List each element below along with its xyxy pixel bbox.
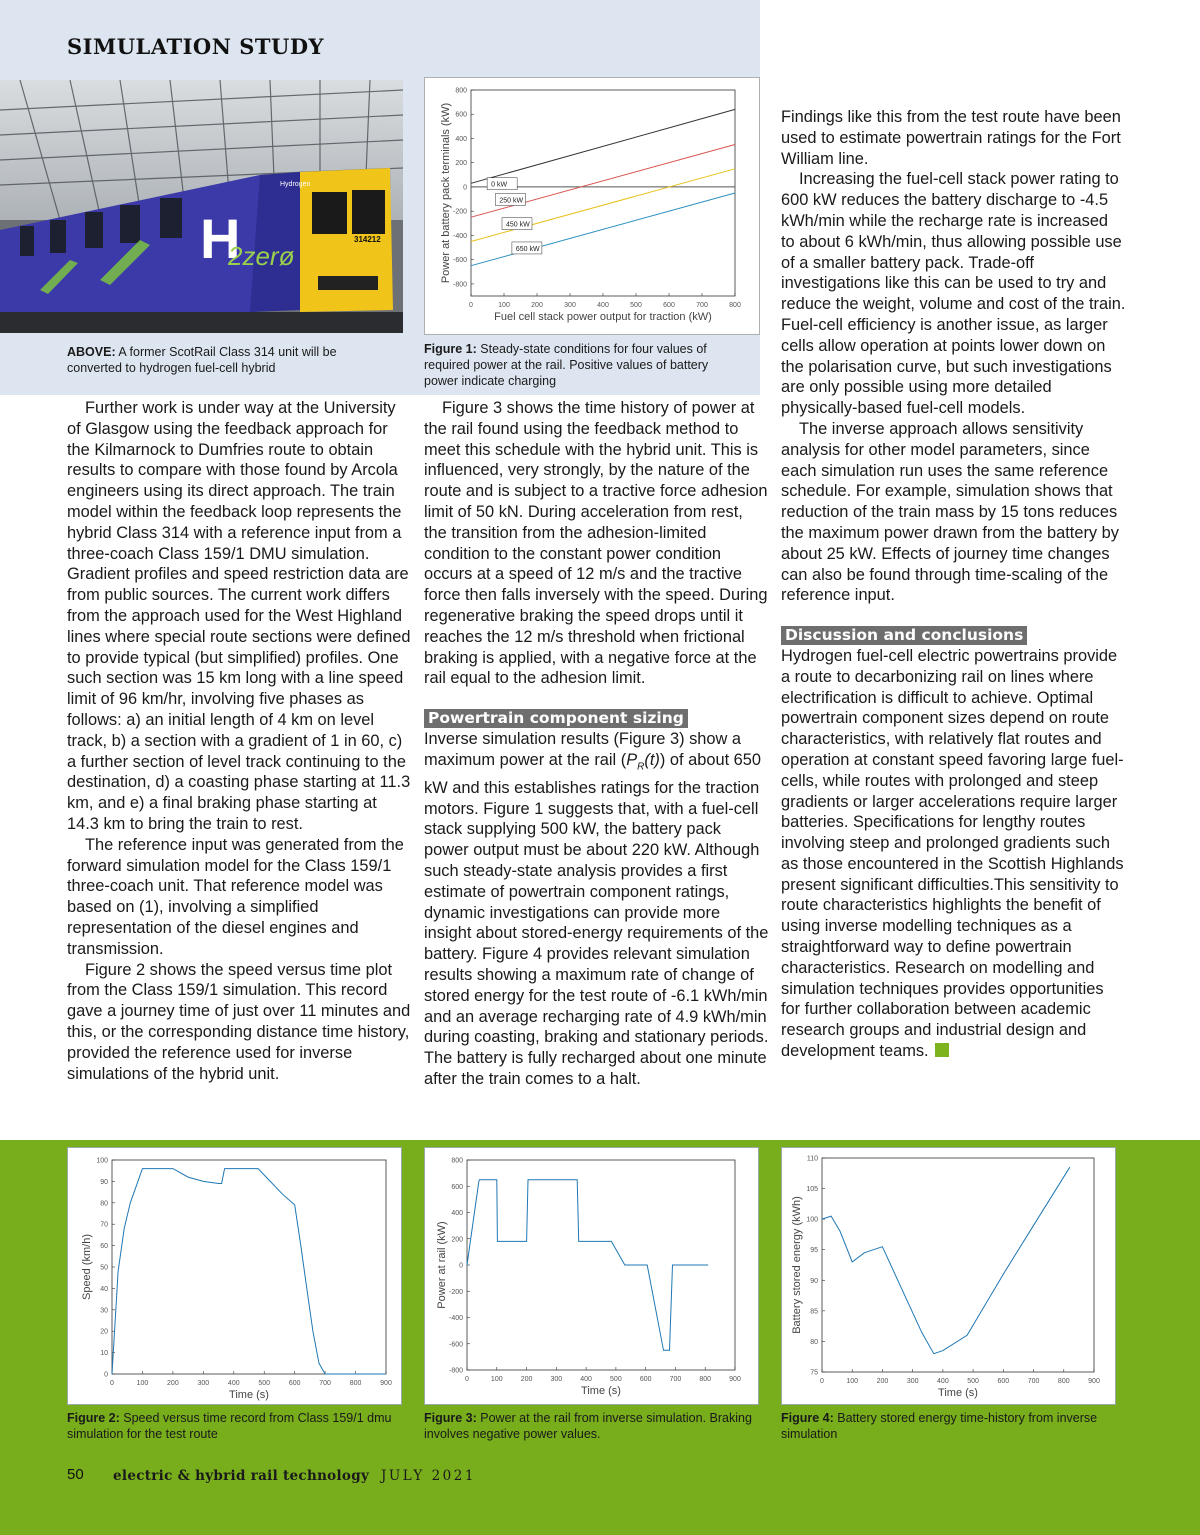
plot-frame [822, 1158, 1094, 1372]
x-tick-label: 600 [997, 1378, 1010, 1385]
y-tick-label: 105 [806, 1186, 818, 1194]
y-tick-label: 90 [100, 1178, 108, 1186]
y-tick-label: 40 [100, 1285, 108, 1293]
x-tick-label: 700 [696, 302, 708, 309]
y-tick-label: -600 [452, 257, 467, 265]
y-tick-label: 75 [810, 1369, 818, 1377]
x-tick-label: 100 [490, 1376, 503, 1383]
y-tick-label: 800 [451, 1157, 463, 1165]
y-tick-label: -600 [448, 1341, 463, 1349]
x-tick-label: 400 [937, 1378, 949, 1385]
train-photo [0, 80, 403, 333]
y-tick-label: 600 [451, 1183, 463, 1191]
figure-1-caption-label: Figure 1: [424, 342, 477, 356]
figure-2-caption [67, 1410, 397, 1442]
y-tick-label: 80 [810, 1338, 818, 1346]
x-tick-label: 100 [136, 1380, 149, 1387]
x-tick-label: 400 [580, 1376, 592, 1383]
x-tick-label: 0 [820, 1378, 824, 1385]
x-tick-label: 800 [349, 1380, 362, 1387]
y-tick-label: 85 [810, 1308, 818, 1316]
figure-1-caption-text: Steady-state conditions for four values of required power at the rail. Positive values of battery power indicate charging [424, 342, 709, 388]
figure-3 [424, 1147, 759, 1405]
y-tick-label: 95 [810, 1247, 818, 1255]
y-tick-label: -200 [452, 208, 467, 216]
y-tick-label: 800 [455, 87, 467, 95]
y-tick-label: 20 [100, 1328, 108, 1336]
x-tick-label: 100 [846, 1378, 859, 1385]
logo-zero: 2zerø [228, 241, 295, 271]
y-tick-label: -400 [452, 232, 467, 240]
figure-3-caption-text: Power at the rail from inverse simulation. Braking involves negative power values. [424, 1411, 752, 1441]
y-tick-label: 90 [810, 1277, 818, 1285]
section-heading: Discussion and conclusions [781, 626, 1027, 645]
column-1 [67, 398, 412, 1084]
y-tick-label: 70 [100, 1221, 108, 1229]
y-tick-label: 30 [100, 1307, 108, 1315]
x-tick-label: 300 [906, 1378, 919, 1385]
col2-paragraph: Inverse simulation results (Figure 3) show a maximum power at the rail $(P_R(t))$ of about 650 kW and this establishes ratings for the traction motors. Figure 1 suggests that, with a fuel-cell stack supplying 500 kW, the battery pack power output must be about 220 kW. Although such steady-state analysis provides a first estimate of powertrain component ratings, dynamic investigations can provide more insight about stored-energy requirements of the battery. Figure 4 provides relevant simulation results showing a maximum rate of change of stored energy for the test route of -6.1 kWh/min and an average recharging rate of 4.9 kWh/min during coasting, braking and stationary periods. The battery is fully recharged about one minute after the train comes to a halt. [424, 729, 769, 1088]
y-axis-label: Battery stored energy (kWh) [791, 1196, 803, 1334]
x-tick-label: 500 [258, 1380, 271, 1387]
x-tick-label: 300 [550, 1376, 563, 1383]
photo-caption-text: A former ScotRail Class 314 unit will be converted to hydrogen fuel-cell hybrid [67, 345, 337, 375]
y-axis-label: Speed (km/h) [81, 1233, 93, 1301]
figure-4 [781, 1147, 1116, 1405]
x-tick-label: 200 [876, 1378, 889, 1385]
x-tick-label: 500 [967, 1378, 979, 1385]
figure-4-chart [782, 1148, 1115, 1404]
y-tick-label: 0 [459, 1262, 463, 1270]
col1-paragraph: Further work is under way at the University of Glasgow using the feedback approach for the Kilmarnock to Dumfries route to obtain results to compare with those found by Arcola engineers using its direct approach. The train model within the feedback loop represents the hybrid Class 314 with a reference input from a three-coach Class 159/1 DMU simulation. Gradient profiles and speed restriction data are from public sources. The current work differs from the approach used for the West Highland lines where special route sections were defined to provide typical (but simplified) profiles. One such section was 15 km long with a line speed limit of 96 km/hr, involving five phases as follows: a) an initial length of 4 km on level track, b) a section with a gradient of 1 in 60, c) a further section of level track continuing to the destination, d) a coasting phase starting at 11.3 km, and e) a final braking phase starting at 14.3 km to bring the train to rest. [67, 399, 411, 833]
x-tick-label: 500 [610, 1376, 622, 1383]
y-tick-label: 100 [96, 1157, 108, 1165]
issue-date: JULY 2021 [381, 1468, 476, 1484]
x-tick-label: 100 [498, 302, 510, 309]
col2-paragraph: Figure 3 shows the time history of power at the rail found using the feedback method to meet this schedule with the hybrid unit. This is influenced, very strongly, by the nature of the route and is subject to a tractive force adhesion limit of 50 kN. During acceleration from rest, the transition from the adhesion-limited condition to the constant power condition occurs at a speed of 12 m/s and the tractive force then falls inversely with the speed. During regenerative braking the speed drops until it reaches the 12 m/s threshold when frictional braking is applied, with a negative force at the rail equal to the adhesion limit. [424, 399, 768, 688]
x-axis-label: Time (s) [581, 1385, 621, 1397]
y-tick-label: -800 [448, 1367, 463, 1375]
x-axis-label: Time (s) [938, 1387, 978, 1399]
figure-2-chart [68, 1148, 401, 1404]
section-title: SIMULATION STUDY [67, 34, 325, 59]
y-tick-label: 50 [100, 1264, 108, 1272]
y-tick-label: 400 [451, 1210, 463, 1217]
x-tick-label: 400 [227, 1380, 240, 1387]
col1-paragraph: The reference input was generated from the forward simulation model for the Class 159/1 three-coach unit. That reference model was based on (1), involving a simplified representation of the diesel engines and transmission. [67, 835, 404, 958]
figure-4-caption-label: Figure 4: [781, 1411, 834, 1425]
x-tick-label: 600 [663, 302, 675, 309]
x-axis-label: Fuel cell stack power output for traction (kW) [494, 311, 712, 323]
col3-paragraph: Increasing the fuel-cell stack power rating to 600 kW reduces the battery discharge to -4.5 kWh/min while the recharge rate is increased to about 6 kWh/min, thus allowing possible use of a smaller battery pack. Trade-off investigations like this can be used to try and reduce the weight, volume and cost of the train. Fuel-cell efficiency is another issue, as larger cells allow operation at points lower down on the polarisation curve, but such investigations are only possible using more detailed physically-based fuel-cell models. [781, 170, 1126, 418]
series-label: 250 kW [499, 197, 524, 205]
figure-4-caption [781, 1410, 1111, 1442]
end-mark-icon [935, 1043, 949, 1057]
x-tick-label: 900 [1088, 1378, 1100, 1385]
figure-3-caption [424, 1410, 754, 1442]
x-tick-label: 500 [630, 302, 642, 309]
x-tick-label: 400 [597, 302, 609, 309]
unit-number: 314212 [354, 235, 381, 244]
logo-h: H [200, 207, 241, 270]
y-tick-label: 400 [455, 135, 467, 143]
x-tick-label: 700 [669, 1376, 682, 1383]
y-tick-label: 200 [455, 160, 467, 168]
y-tick-label: 80 [100, 1200, 108, 1208]
figure-1 [424, 77, 760, 335]
col3-paragraph: The inverse approach allows sensitivity analysis for other model parameters, since each simulation run uses the same reference schedule. For example, simulation shows that reduction of the train mass by 15 tons reduces the maximum power drawn from the battery by about 25 kW. Effects of journey time changes can also be found through time-scaling of the reference input. [781, 419, 1119, 605]
livery-text: Hydrogen [280, 181, 311, 188]
x-tick-label: 200 [520, 1376, 533, 1383]
column-3 [781, 107, 1126, 1062]
figure-2-caption-text: Speed versus time record from Class 159/1 dmu simulation for the test route [67, 1411, 392, 1441]
x-tick-label: 800 [1057, 1378, 1070, 1385]
y-tick-label: 600 [455, 111, 467, 119]
x-tick-label: 800 [699, 1376, 712, 1383]
col3-paragraph: Hydrogen fuel-cell electric powertrains provide a route to decarbonizing rail on lines where electrification is difficult to achieve. Optimal powertrain component sizes depend on route characteristics, with relatively flat routes and operation at constant speed favoring large fuel-cells, while routes with prolonged and steep gradients or larger accelerations require larger batteries. Specifications for lengthy routes involving steep and prolonged gradients such as those encountered in the Scottish Highlands present significant difficulties.This sensitivity to route characteristics highlights the benefit of using inverse modelling techniques as a straightforward way to define powertrain characteristics. Research on modelling and simulation techniques provides opportunities for further collaboration between academic research groups and industrial design and development teams. [781, 646, 1124, 1061]
x-tick-label: 200 [167, 1380, 179, 1387]
y-tick-label: 10 [100, 1350, 108, 1358]
y-tick-label: -400 [448, 1315, 463, 1322]
x-tick-label: 0 [465, 1376, 469, 1383]
y-tick-label: 200 [451, 1236, 463, 1244]
y-tick-label: 110 [806, 1155, 818, 1163]
figure-2-caption-label: Figure 2: [67, 1411, 120, 1425]
x-tick-label: 700 [1027, 1378, 1040, 1385]
x-axis-label: Time (s) [229, 1389, 269, 1401]
figure-4-caption-text: Battery stored energy time-history from inverse simulation [781, 1411, 1098, 1441]
y-tick-label: -200 [448, 1288, 463, 1296]
y-axis-label: Power at battery pack terminals (kW) [440, 102, 452, 284]
page-number: 50 [67, 1466, 84, 1483]
y-tick-label: -800 [452, 281, 467, 289]
x-tick-label: 200 [531, 302, 543, 309]
y-tick-label: 60 [100, 1243, 108, 1251]
x-tick-label: 0 [469, 302, 473, 309]
y-tick-label: 100 [806, 1216, 818, 1224]
x-tick-label: 0 [110, 1380, 114, 1387]
col3-paragraph: Findings like this from the test route have been used to estimate powertrain ratings for the Fort William line. [781, 108, 1121, 168]
figure-3-caption-label: Figure 3: [424, 1411, 477, 1425]
x-tick-label: 900 [729, 1376, 741, 1383]
x-tick-label: 700 [319, 1380, 331, 1387]
column-2 [424, 398, 769, 1090]
col1-paragraph: Figure 2 shows the speed versus time plot from the Class 159/1 simulation. This record gave a journey time of just over 11 minutes and this, or the corresponding distance time history, provided the reference used for inverse simulations of the hybrid unit. [67, 960, 411, 1083]
y-tick-label: 0 [463, 184, 467, 192]
figure-2 [67, 1147, 402, 1405]
series-label: 650 kW [515, 245, 540, 253]
x-tick-label: 300 [564, 302, 576, 309]
photo-caption-label: ABOVE: [67, 345, 116, 359]
y-tick-label: 0 [104, 1371, 108, 1379]
series-label: 450 kW [506, 221, 530, 229]
section-heading: Powertrain component sizing [424, 709, 688, 728]
x-tick-label: 600 [639, 1376, 652, 1383]
figure-1-chart [425, 78, 759, 334]
x-tick-label: 300 [197, 1380, 210, 1387]
photo-caption [67, 344, 387, 376]
x-tick-label: 800 [729, 302, 741, 309]
plot-frame [112, 1160, 386, 1374]
x-tick-label: 900 [380, 1380, 392, 1387]
x-tick-label: 600 [288, 1380, 301, 1387]
y-axis-label: Power at rail (kW) [436, 1221, 448, 1309]
series-label: 0 kW [491, 181, 508, 189]
figure-3-chart [425, 1148, 758, 1404]
figure-1-caption [424, 341, 744, 389]
magazine-name: electric & hybrid rail technology [113, 1468, 370, 1484]
